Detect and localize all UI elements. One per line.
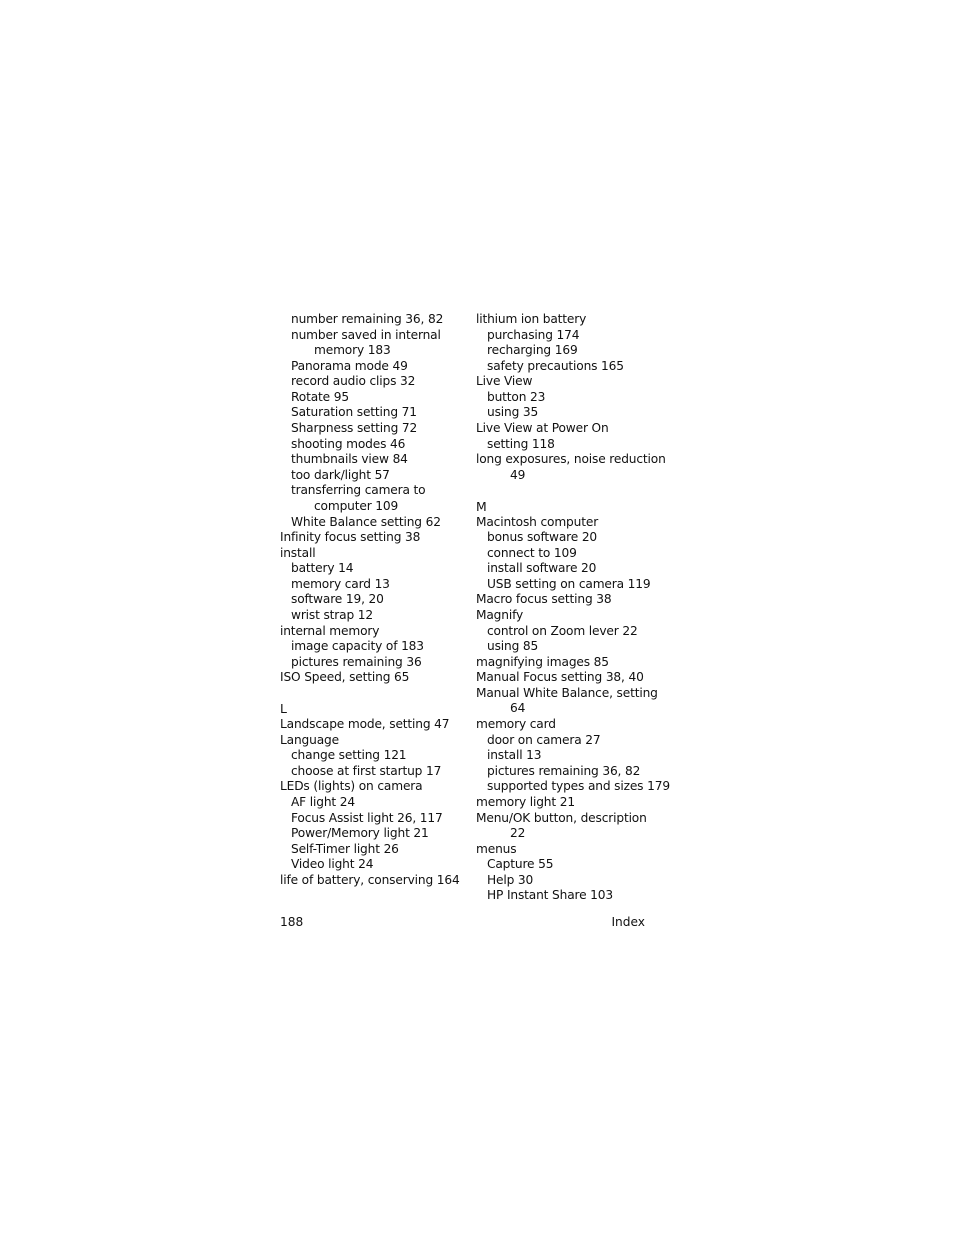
index-entry: Language bbox=[280, 732, 339, 747]
index-subentry: Sharpness setting 72 bbox=[291, 421, 418, 436]
index-subentry: control on Zoom lever 22 bbox=[487, 623, 638, 638]
index-entry: memory light 21 bbox=[476, 794, 575, 809]
index-entry-continuation: memory 183 bbox=[314, 343, 391, 358]
index-entry: magnifying images 85 bbox=[476, 654, 609, 669]
index-subentry: USB setting on camera 119 bbox=[487, 576, 651, 591]
index-subentry: Capture 55 bbox=[487, 857, 554, 872]
index-subentry: setting 118 bbox=[487, 436, 555, 451]
index-subentry: Power/Memory light 21 bbox=[291, 826, 429, 841]
index-entry: ISO Speed, setting 65 bbox=[280, 670, 410, 685]
index-subentry: Saturation setting 71 bbox=[291, 405, 417, 420]
section-letter-heading: M bbox=[476, 498, 487, 514]
index-subentry: using 85 bbox=[487, 639, 539, 654]
index-subentry: HP Instant Share 103 bbox=[487, 888, 613, 903]
index-subentry: Focus Assist light 26, 117 bbox=[291, 810, 443, 825]
index-subentry: using 35 bbox=[487, 405, 539, 420]
index-subentry: Self-Timer light 26 bbox=[291, 841, 399, 856]
index-subentry: Panorama mode 49 bbox=[291, 358, 408, 373]
index-entry: Live View at Power On bbox=[476, 421, 609, 436]
section-gap bbox=[476, 483, 661, 499]
index-entry: Manual White Balance, setting bbox=[476, 685, 658, 700]
index-entry: long exposures, noise reduction bbox=[476, 452, 666, 467]
index-entry: lithium ion battery bbox=[476, 312, 587, 326]
index-subentry: Rotate 95 bbox=[291, 389, 349, 404]
page-number: 188 bbox=[280, 915, 304, 929]
index-subentry: thumbnails view 84 bbox=[291, 452, 408, 467]
index-subentry: transferring camera to bbox=[291, 483, 426, 498]
index-entry: LEDs (lights) on camera bbox=[280, 779, 423, 794]
index-subentry: door on camera 27 bbox=[487, 732, 601, 747]
index-subentry: Video light 24 bbox=[291, 857, 374, 872]
index-column-right bbox=[476, 312, 670, 904]
index-subentry: install software 20 bbox=[487, 561, 597, 576]
section-letter-heading: L bbox=[280, 701, 287, 717]
index-column-left bbox=[280, 312, 465, 888]
index-subentry: shooting modes 46 bbox=[291, 436, 406, 451]
index-subentry: number remaining 36, 82 bbox=[291, 312, 444, 326]
index-entry: install bbox=[280, 545, 316, 560]
index-entry: Magnify bbox=[476, 607, 524, 622]
index-entry-continuation: 22 bbox=[510, 826, 526, 841]
index-subentry: software 19, 20 bbox=[291, 592, 384, 607]
index-entry: internal memory bbox=[280, 623, 380, 638]
index-subentry: pictures remaining 36, 82 bbox=[487, 763, 641, 778]
index-subentry: wrist strap 12 bbox=[291, 607, 373, 622]
index-subentry: Help 30 bbox=[487, 872, 534, 887]
index-subentry: purchasing 174 bbox=[487, 327, 580, 342]
index-subentry: recharging 169 bbox=[487, 343, 578, 358]
index-subentry: install 13 bbox=[487, 748, 542, 763]
index-subentry: record audio clips 32 bbox=[291, 374, 416, 389]
index-entry: Macintosh computer bbox=[476, 514, 599, 529]
index-subentry: button 23 bbox=[487, 389, 546, 404]
index-subentry: White Balance setting 62 bbox=[291, 514, 441, 529]
index-subentry: number saved in internal bbox=[291, 327, 441, 342]
index-entry: Macro focus setting 38 bbox=[476, 592, 612, 607]
section-gap bbox=[280, 686, 465, 702]
index-subentry: bonus software 20 bbox=[487, 530, 598, 545]
index-entry: menus bbox=[476, 841, 517, 856]
index-entry-continuation: computer 109 bbox=[314, 498, 399, 513]
index-subentry: AF light 24 bbox=[291, 794, 355, 809]
index-subentry: too dark/light 57 bbox=[291, 467, 390, 482]
index-subentry: change setting 121 bbox=[291, 748, 407, 763]
running-footer-section: Index bbox=[611, 915, 645, 929]
index-entry: Menu/OK button, description bbox=[476, 810, 647, 825]
index-entry: life of battery, conserving 164 bbox=[280, 872, 460, 887]
index-entry-continuation: 64 bbox=[510, 701, 526, 716]
index-subentry: supported types and sizes 179 bbox=[487, 779, 670, 794]
index-entry: Infinity focus setting 38 bbox=[280, 530, 421, 545]
index-subentry: memory card 13 bbox=[291, 576, 390, 591]
index-subentry: connect to 109 bbox=[487, 545, 577, 560]
index-entry: Manual Focus setting 38, 40 bbox=[476, 670, 644, 685]
index-subentry: battery 14 bbox=[291, 561, 354, 576]
index-entry: Live View bbox=[476, 374, 533, 389]
index-entry-continuation: 49 bbox=[510, 467, 526, 482]
index-subentry: choose at first startup 17 bbox=[291, 763, 442, 778]
index-entry: Landscape mode, setting 47 bbox=[280, 717, 450, 732]
index-subentry: pictures remaining 36 bbox=[291, 654, 422, 669]
index-subentry: safety precautions 165 bbox=[487, 358, 624, 373]
index-entry: memory card bbox=[476, 717, 556, 732]
index-subentry: image capacity of 183 bbox=[291, 639, 424, 654]
